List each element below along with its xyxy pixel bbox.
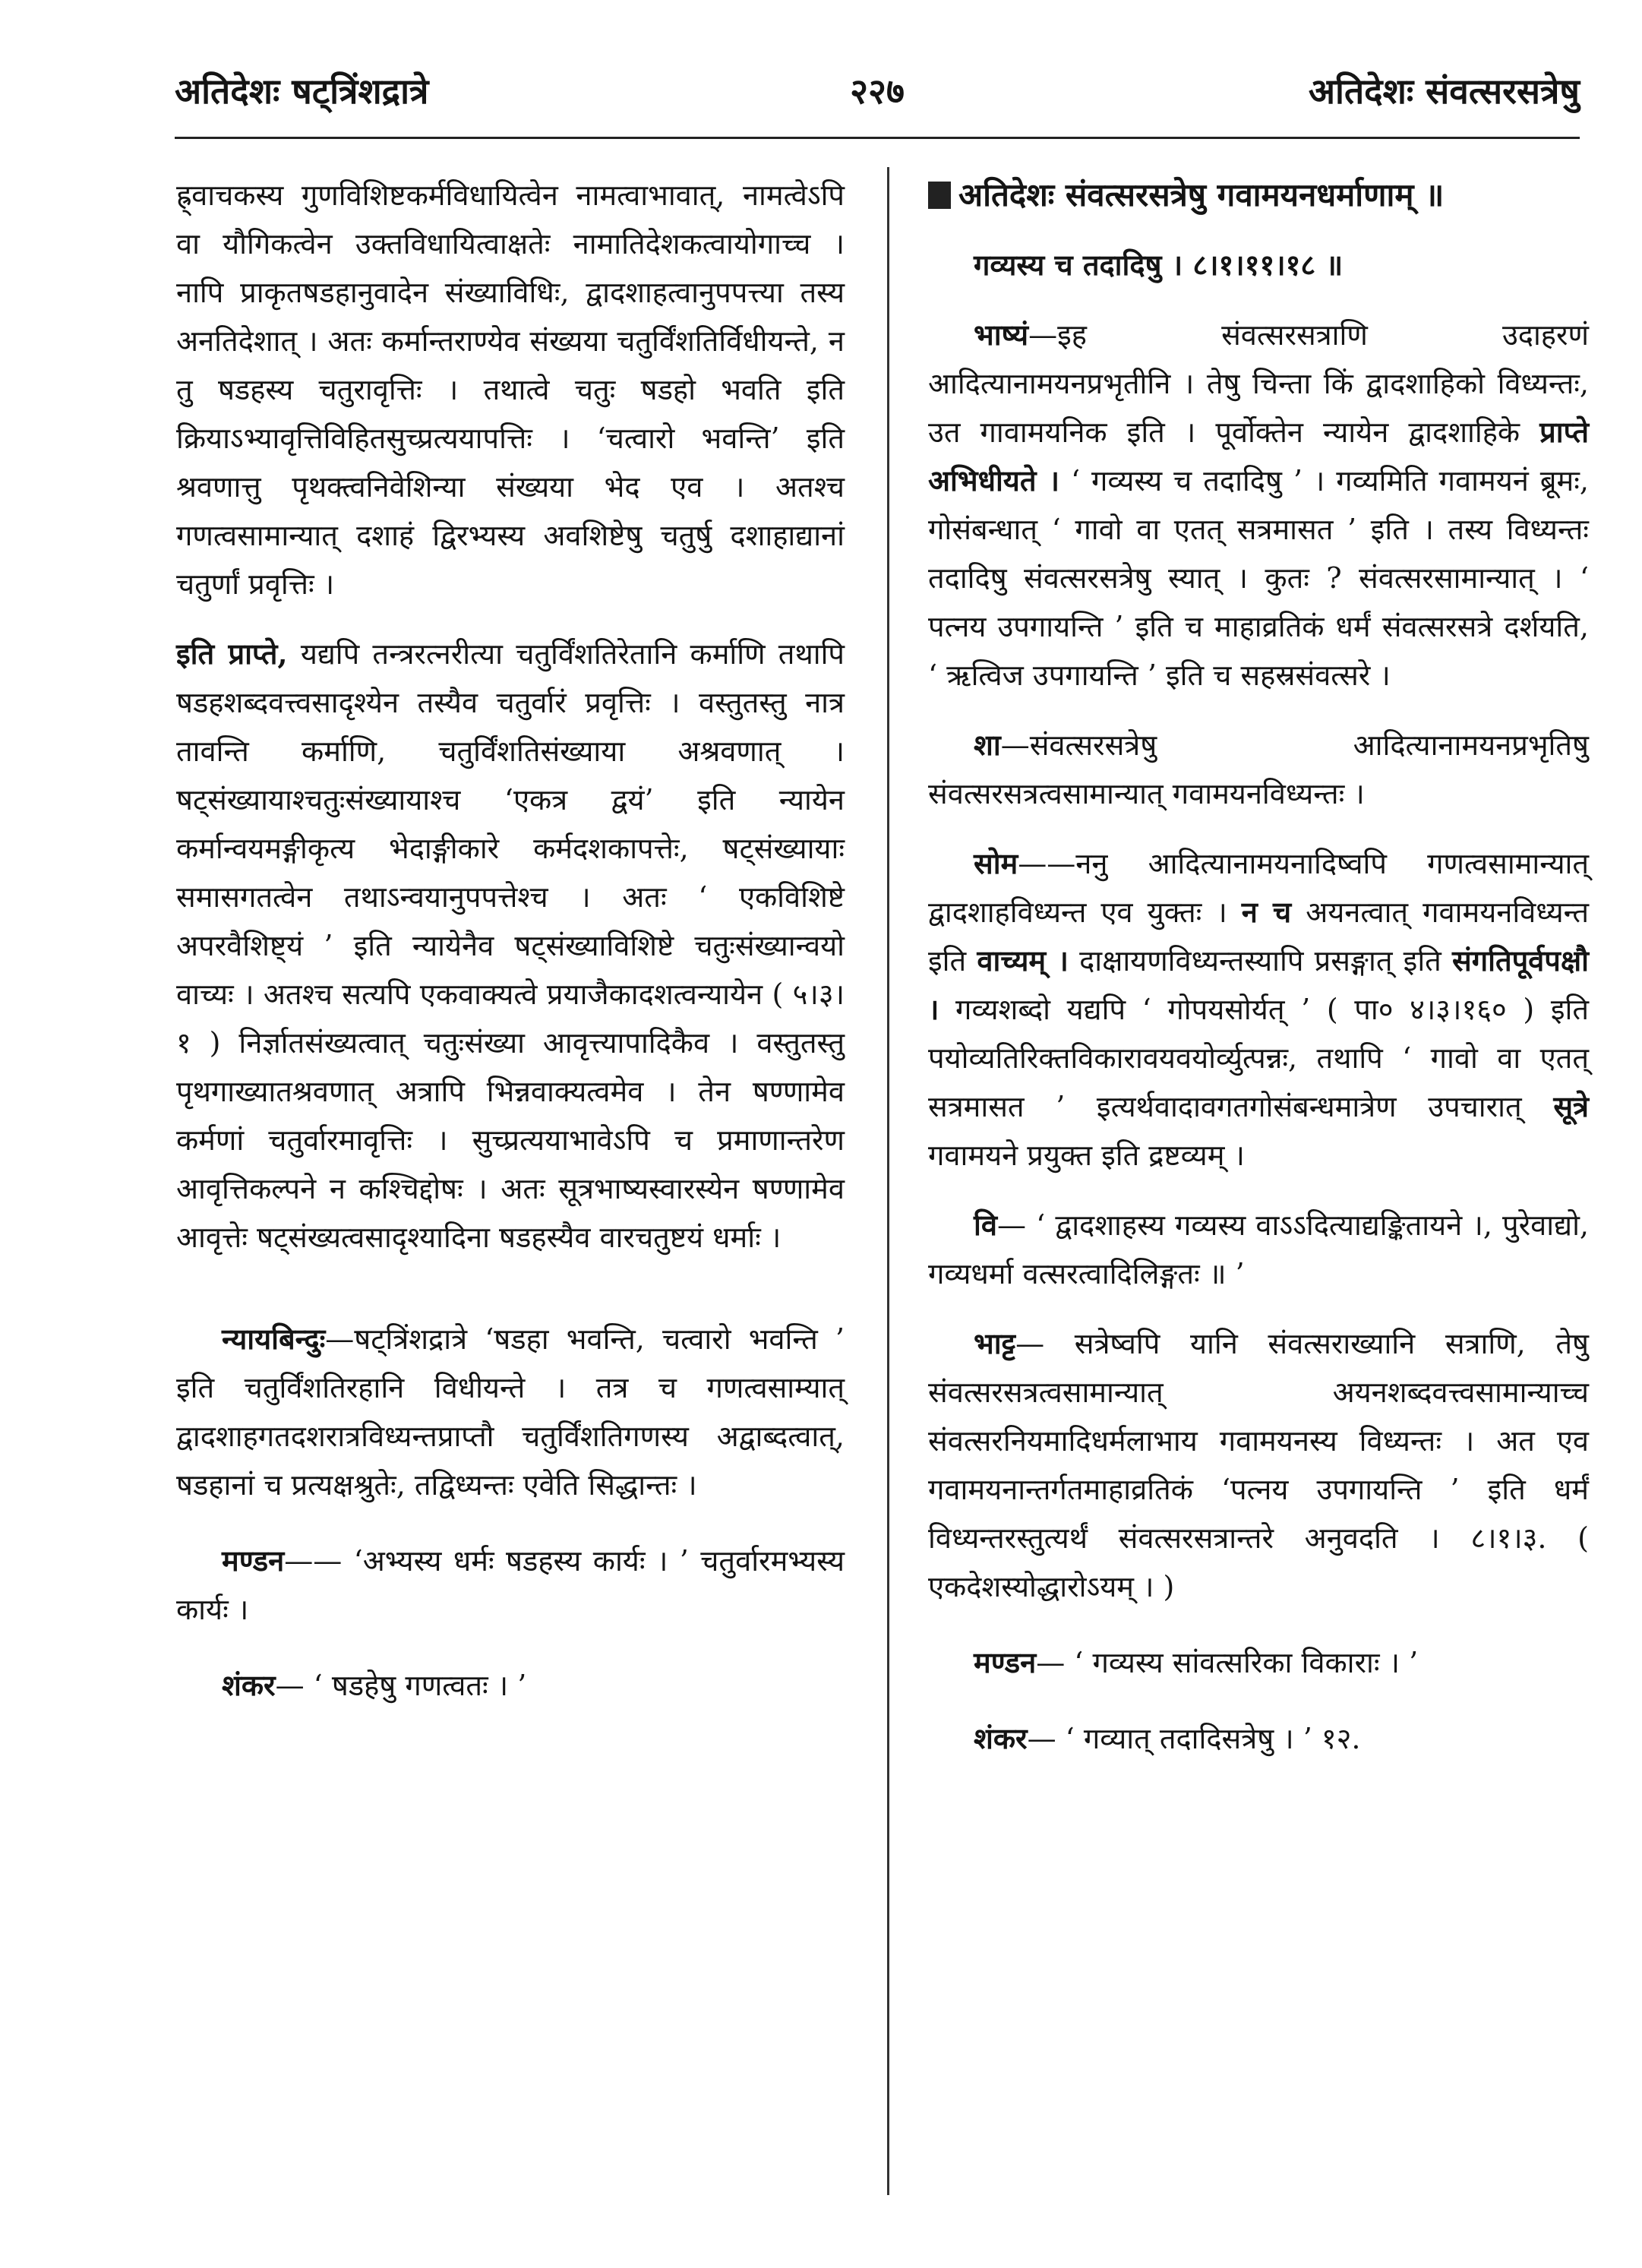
sutra: गव्यस्य च तदादिषु । ८।१।११।१८ ॥ — [974, 248, 1344, 282]
nyaya-label: न्यायबिन्दुः — [222, 1322, 326, 1356]
paragraph-commentary: ह्र्वाचकस्य गुणविशिष्टकर्मविधायित्वेन नामत्वाभावात्, नामत्वेऽपि वा यौगिकत्वेन उक्तविधायित्वाक्षतेः नामातिदेशकत्वायोगाच्च । नापि प्राकृतषडहानुवादेन संख्याविधिः, द्वादशाहत्वानुपपत्त्या तस्य अनतिदेशात् । अतः कर्मान्तराण्येव संख्यया चतुर्विंशतिर्विधीयन्ते, न तु षडहस्य चतुरावृत्तिः । तथात्वे चतुः षडहो भवति इति क्रियाऽभ्यावृत्तिविहितसुच्प्रत्ययापत्तिः । ‘चत्वारो भवन्ति’ इति श्रवणात्तु पृथक्त्वनिवेशिन्या संख्यया भेद एव । अतश्च गणत्वसामान्यात् दशाहं द्विरभ्यस्य अवशिष्टेषु चतुर्षु दशाहाद्यानां चतुर्णां प्रवृत्तिः । — [176, 178, 845, 601]
shankara-text-right: — ‘ गव्यात् तदादिसत्रेषु । ’ १२. — [1027, 1722, 1361, 1755]
soma-text: ——ननु आदित्यानामयनादिष्वपि गणत्वसामान्यात् द्वादशाहविध्यन्त एव युक्तः । — [928, 847, 1589, 929]
mandana-text: —— ‘अभ्यस्य धर्मः षडहस्य कार्यः । ’ चतुर्वारमभ्यस्य कार्यः । — [176, 1544, 845, 1626]
shankara-text: — ‘ षडहेषु गणत्वतः । ’ — [275, 1669, 527, 1702]
bhashya — [928, 311, 1589, 700]
right-column — [928, 171, 1589, 1784]
siddhanta-text: यद्यपि तन्त्ररत्नरीत्या चतुर्विंशतिरेतानि कर्माणि तथापि षडहशब्दवत्त्वसादृश्येन तस्यैव चतुर्वारं प्रवृत्तिः । वस्तुतस्तु नात्र तावन्ति कर्माणि, चतुर्विंशतिसंख्याया अश्रवणात् । षट्संख्यायाश्चतुःसंख्यायाश्च ‘एकत्र द्वयं’ इति न्यायेन कर्मान्वयमङ्गीकृत्य भेदाङ्गीकारे कर्मदशकापत्तेः, षट्संख्यायाः समासगतत्वेन तथाऽन्वयानुपपत्तेश्च । अतः ‘ एकविशिष्टे अपरवैशिष्ट्यं ’ इति न्यायेनैव षट्संख्याविशिष्टे चतुःसंख्यान्वयो वाच्यः । अतश्च सत्यपि एकवाक्यत्वे प्रयाजैकादशत्वन्यायेन ( ५।३।१ ) निर्ज्ञातसंख्यत्वात् चतुःसंख्या आवृत्त्यापादिकैव । वस्तुतस्तु पृथगाख्यातश्रवणात् अत्रापि भिन्नवाक्यत्वमेव । तेन षण्णामेव कर्मणां चतुर्वारमावृत्तिः । सुच्प्रत्ययाभावेऽपि च प्रमाणान्तरेण आवृत्तिकल्पने न कश्चिद्दोषः । अतः सूत्रभाष्यस्वारस्येन षण्णामेव आवृत्तेः षट्संख्यत्वसादृश्यादिना षडहस्यैव वारचतुष्टयं धर्माः । — [176, 637, 845, 1254]
soma-text-5: गवामयने प्रयुक्त इति द्रष्टव्यम् । — [928, 1139, 1245, 1172]
bhashya-bold: प्राप्ते अभिधीयते । — [928, 415, 1589, 498]
soma-text-3: दाक्षायणविध्यन्तस्यापि प्रसङ्गात् इति — [1079, 944, 1441, 978]
mandana-label: मण्डन — [222, 1543, 285, 1578]
bhatta-label: भाट्ट — [974, 1326, 1016, 1360]
shankara-verse-right — [928, 1714, 1589, 1763]
running-head-right: अतिदेशः संवत्सरसत्रेषु — [1308, 71, 1580, 112]
shankara-label: शंकर — [222, 1668, 276, 1702]
shankara-label-right: शंकर — [974, 1721, 1028, 1755]
mandana-text-right: — ‘ गव्यस्य सांवत्सरिका विकाराः । ’ — [1036, 1646, 1419, 1679]
sha-label: शा — [974, 728, 1001, 762]
bhatta-dipika — [928, 1319, 1589, 1611]
soma-bold-1: न च — [1241, 895, 1292, 929]
left-column — [176, 171, 845, 1731]
sha-text: —संवत्सरसत्रेषु आदित्यानामयनप्रभृतिषु संवत्सरसत्रत्वसामान्यात् गवामयनविध्यन्तः । — [928, 728, 1589, 810]
soma-label: सोम — [974, 846, 1018, 880]
prapte-label: इति प्राप्ते, — [176, 636, 288, 671]
shankara-verse — [176, 1661, 845, 1710]
adhikarana-title: अतिदेशः संवत्सरसत्रेषु गवामयनधर्माणाम् ॥ — [958, 176, 1445, 213]
column-divider — [887, 167, 889, 2195]
adhikarana-heading — [928, 171, 1589, 220]
paragraph-siddhanta — [176, 630, 845, 1262]
bhashya-text-continued: ‘ गव्यस्य च तदादिषु ’ । गव्यमिति गवामयनं ब्रूमः, गोसंबन्धात् ‘ गावो वा एतत् सत्रमासत ’ इति । तस्य विध्यन्तः तदादिषु संवत्सरसत्रेषु स्यात् । कुतः ? संवत्सरसामान्यात् । ‘ पत्नय उपगायन्ति ’ इति च माहाव्रतिकं धर्मं संवत्सरसत्रे दर्शयति, ‘ ऋत्विज उपगायन्ति ’ इति च सहस्रसंवत्सरे । — [928, 464, 1589, 692]
bhatta-text: — सत्रेष्वपि यानि संवत्सराख्यानि सत्राणि, तेषु संवत्सरसत्रत्वसामान्यात् अयनशब्दवत्त्वसामान्याच्च संवत्सरनियमादिधर्मलाभाय गवामयनस्य विध्यन्तः । अत एव गवामयनान्तर्गतमाहाव्रतिकं ‘पत्नय उपगायन्ति ’ इति धर्मं विध्यन्तरस्तुत्यर्थं संवत्सरसत्रान्तरे अनुवदति । ८।१।३. ( एकदेशस्योद्धारोऽयम् । ) — [928, 1327, 1589, 1603]
page-number: २२७ — [850, 71, 905, 112]
vi-label: वि — [974, 1208, 997, 1242]
mandana-verse-right — [928, 1638, 1589, 1687]
nyaya-bindu — [176, 1315, 845, 1509]
mandana-label-right: मण्डन — [974, 1645, 1037, 1679]
soma-bold-4: सूत्रे — [1553, 1089, 1589, 1123]
page-header — [175, 67, 1580, 128]
running-head-left: अतिदेशः षट्त्रिंशद्रात्रे — [175, 71, 429, 112]
somanatha — [928, 839, 1589, 1180]
section-mark-icon — [928, 182, 951, 209]
vivarana — [928, 1201, 1589, 1298]
header-rule — [175, 137, 1580, 139]
soma-bold-3: संगतिपूर्वपक्षौ । — [928, 943, 1589, 1026]
vi-text: — ‘ द्वादशाहस्य गव्यस्य वाऽऽदित्याद्यङ्कितायने ।, पुरेवाद्यो, गव्यधर्मा वत्सरत्वादिलिङ्गतः ॥ ’ — [928, 1208, 1589, 1290]
bhashya-label: भाष्यं — [974, 317, 1029, 352]
shastradipika — [928, 721, 1589, 818]
soma-text-2: अयनत्वात् गवामयनविध्यन्त इति — [928, 896, 1590, 978]
nyaya-text: —षट्त्रिंशद्रात्रे ‘षडहा भवन्ति, चत्वारो भवन्ति ’ इति चतुर्विंशतिरहानि विधीयन्ते । तत्र च गणत्वसाम्यात् द्वादशाहगतदशरात्रविध्यन्तप्राप्तौ चतुर्विंशतिगणस्य अद्वाब्दत्वात्, षडहानां च प्रत्यक्षश्रुतेः, तद्विध्यन्तः एवेति सिद्धान्तः । — [176, 1322, 845, 1502]
soma-text-4: गव्यशब्दो यद्यपि ‘ गोपयसोर्यत् ’ ( पा० ४।३।१६० ) इति पयोव्यतिरिक्तविकारावयवयोर्व्युत्पन्नः, तथापि ‘ गावो वा एतत् सत्रमासत ’ इत्यर्थवादावगतगोसंबन्धमात्रेण उपचारात् — [928, 993, 1589, 1123]
soma-bold-2: वाच्यम् । — [977, 943, 1069, 978]
mandana-verse — [176, 1537, 845, 1634]
bhashya-text: —इह संवत्सरसत्राणि उदाहरणं आदित्यानामयनप्रभृतीनि । तेषु चिन्ता किं द्वादशाहिको विध्यन्तः, उत गावामयनिक इति । पूर्वोक्तेन न्यायेन द्वादशाहिके — [928, 318, 1589, 449]
